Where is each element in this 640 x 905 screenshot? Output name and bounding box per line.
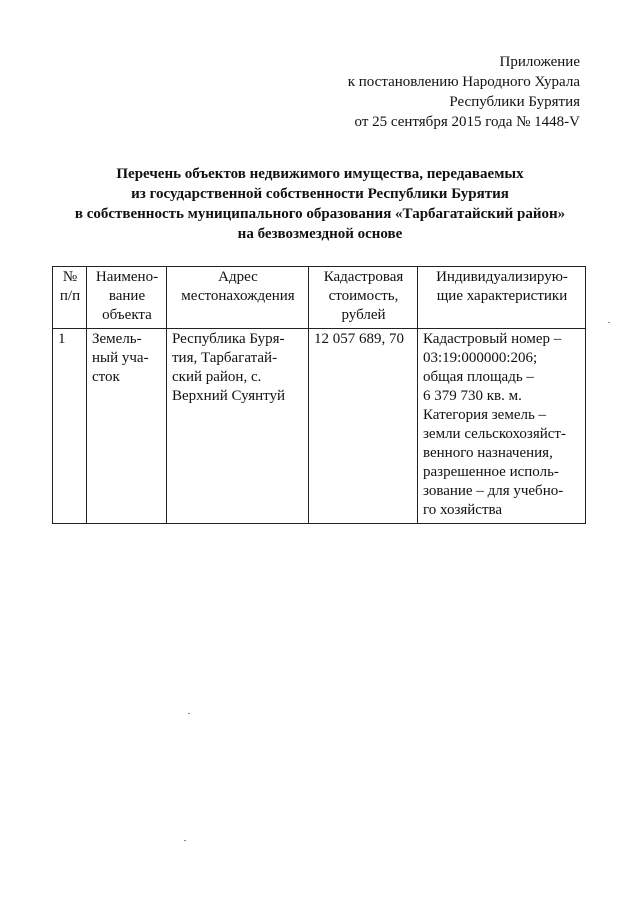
cell-cost: 12 057 689, 70 (309, 329, 418, 524)
title-line-3: в собственность муниципального образования «Тарбагатайский район» (74, 206, 566, 222)
scan-speck (608, 322, 610, 323)
cell-num: 1 (53, 329, 87, 524)
header-address: Адрес местонахождения (167, 267, 309, 329)
property-table (52, 266, 586, 524)
title-line-1: Перечень объектов недвижимого имущества, передаваемых (116, 166, 524, 182)
header-characteristics: Индивидуализирую- щие характеристики (418, 267, 586, 329)
appendix-line-3: Республики Бурятия (449, 94, 580, 110)
table-row (53, 329, 586, 524)
appendix-line-2: к постановлению Народного Хурала (347, 74, 580, 90)
header-name: Наимено- вание объекта (87, 267, 167, 329)
title-line-2: из государственной собственности Республики Бурятия (131, 186, 509, 202)
title-line-4: на безвозмездной основе (237, 226, 403, 242)
cell-characteristics: Кадастровый номер – 03:19:000000:206; общая площадь – 6 379 730 кв. м. Категория земель – земли сельскохозяйст- венного назначения, разрешенное исполь- зование – для учебно- го хозяйства (418, 329, 586, 524)
table-header-row (53, 267, 586, 329)
cell-address: Республика Буря- тия, Тарбагатай- ский район, с. Верхний Суянтуй (167, 329, 309, 524)
scan-speck (184, 840, 186, 841)
scan-speck (188, 713, 190, 714)
cell-name: Земель- ный уча- сток (87, 329, 167, 524)
document-title (0, 164, 640, 244)
appendix-line-1: Приложение (499, 54, 580, 70)
appendix-header (348, 52, 580, 132)
header-cost: Кадастровая стоимость, рублей (309, 267, 418, 329)
header-num: № п/п (53, 267, 87, 329)
appendix-line-4: от 25 сентября 2015 года № 1448-V (354, 114, 580, 130)
